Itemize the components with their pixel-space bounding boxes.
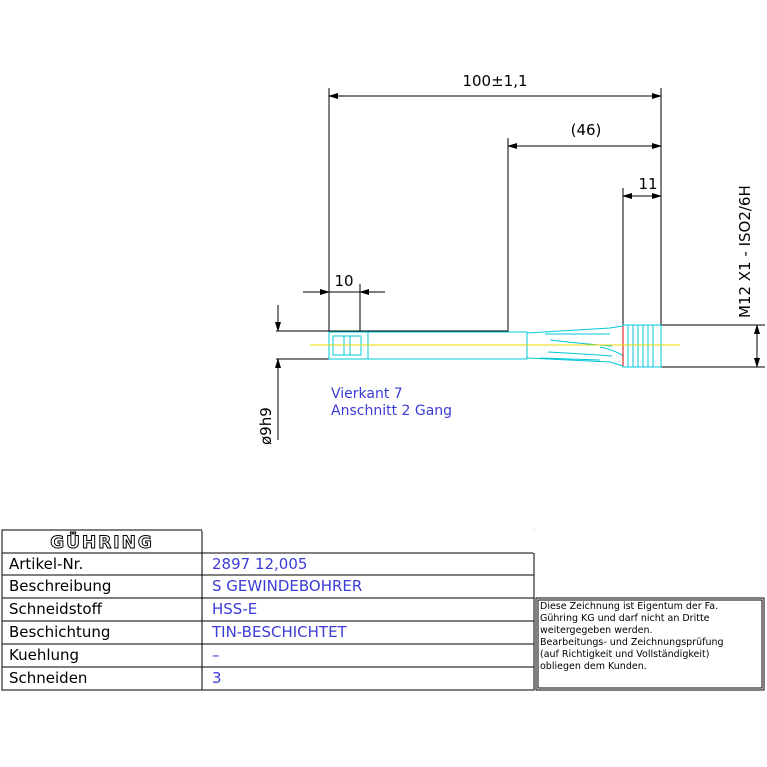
row-label-flutes: Schneiden — [9, 669, 88, 687]
disclaimer-line: Bearbeitungs- und Zeichnungsprüfung — [540, 637, 724, 648]
row-value-cooling: – — [212, 646, 220, 664]
disclaimer-line: weitergegeben werden. — [540, 625, 653, 636]
dimension-overall-length — [329, 88, 661, 332]
row-value-material: HSS-E — [212, 600, 258, 618]
disclaimer-box — [537, 599, 763, 686]
brand-logo: GÜHRING — [50, 533, 154, 553]
dimension-square-length — [303, 284, 385, 332]
disclaimer-line: Diese Zeichnung ist Eigentum der Fa. — [540, 601, 719, 612]
row-label-article: Artikel-Nr. — [9, 555, 84, 573]
row-value-article: 2897 12,005 — [212, 555, 308, 573]
note-chamfer: Anschnitt 2 Gang — [331, 403, 453, 419]
thread-spec-label: M12 X1 - ISO2/6H — [736, 185, 754, 318]
row-value-coating: TIN-BESCHICHTET — [212, 623, 347, 641]
overall-length-label: 100±1,1 — [462, 72, 528, 90]
disclaimer-line: obliegen dem Kunden. — [540, 661, 647, 672]
dimension-shank-to-tip — [508, 138, 661, 332]
row-label-description: Beschreibung — [9, 577, 112, 595]
row-label-material: Schneidstoff — [9, 600, 102, 618]
disclaimer-line: (auf Richtigkeit und Vollständigkeit) — [540, 649, 710, 660]
dimension-shank-diameter — [276, 305, 508, 440]
dimension-thread-length — [623, 188, 661, 325]
dimension-thread-diameter — [661, 325, 765, 367]
shank-diameter-label: ø9h9 — [257, 407, 275, 445]
row-value-description: S GEWINDEBOHRER — [212, 577, 363, 595]
thread-length-label: 11 — [638, 175, 658, 193]
square-length-label: 10 — [334, 272, 354, 290]
row-value-flutes: 3 — [212, 669, 222, 687]
note-square: Vierkant 7 — [331, 386, 403, 402]
row-label-coating: Beschichtung — [9, 623, 111, 641]
shank-to-tip-label: (46) — [570, 121, 602, 139]
row-label-cooling: Kuehlung — [9, 646, 80, 664]
disclaimer-line: Gühring KG und darf nicht an Dritte — [540, 613, 710, 624]
